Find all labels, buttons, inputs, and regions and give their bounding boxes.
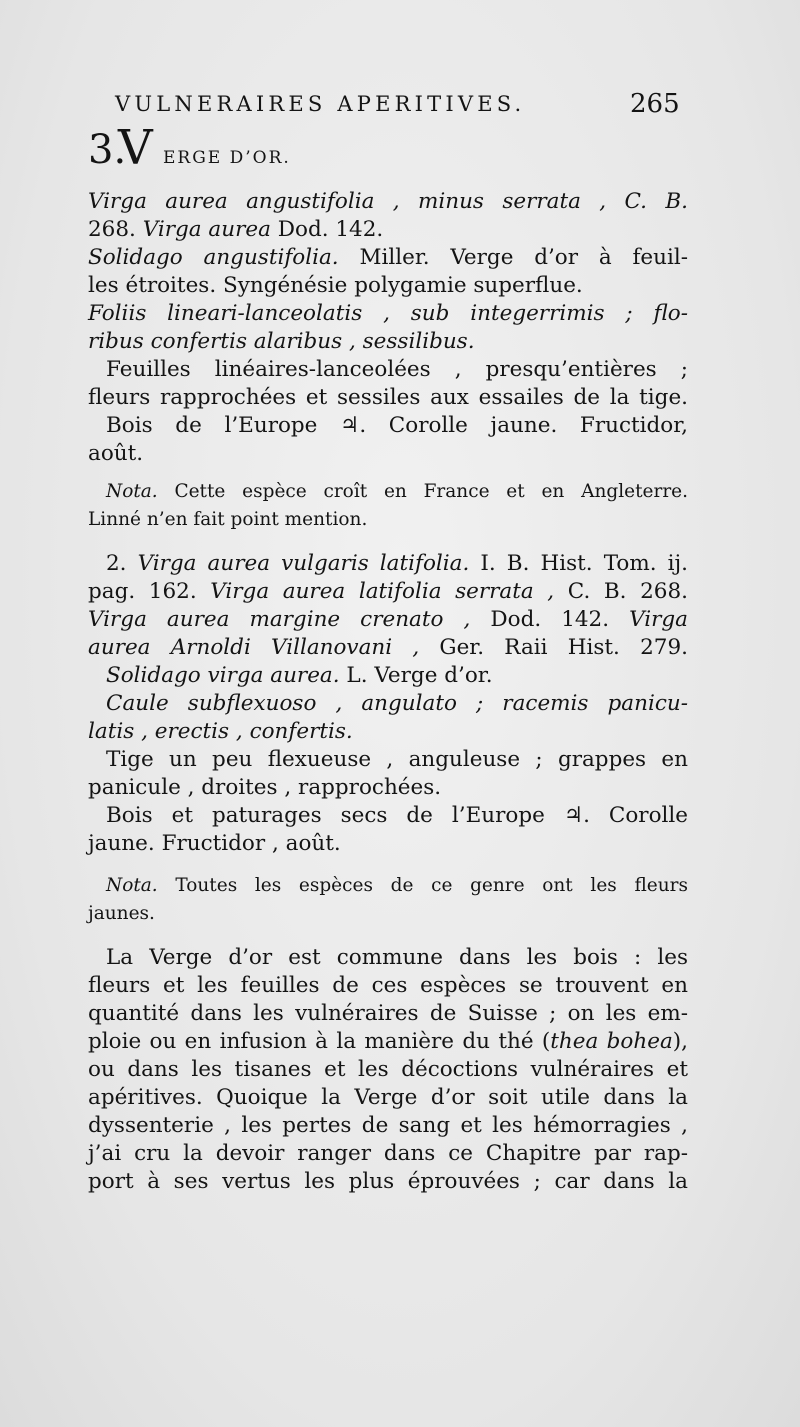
paragraph-line: apéritives. Quoique la Verge d’or soit utile dans la <box>88 1085 688 1110</box>
synonym-line: 2. Virga aurea vulgaris latifolia. I. B. Hist. Tom. ij. <box>106 551 688 576</box>
entry-number: 3. <box>88 127 127 173</box>
synonym-line: Virga aurea angustifolia , minus serrata , C. B. <box>88 189 688 214</box>
paragraph-line: port à ses vertus les plus éprouvées ; car dans la <box>88 1169 688 1194</box>
entry-title: ERGE D’OR. <box>163 148 291 168</box>
latin-diagnosis: Foliis lineari-lanceolatis , sub integerrimis ; flo- <box>88 301 688 326</box>
paragraph-line: dyssenterie , les pertes de sang et les hémorragies , <box>88 1113 688 1138</box>
latin-diagnosis: ribus confertis alaribus , sessilibus. <box>88 329 475 354</box>
french-description: fleurs rapprochées et sessiles aux essailes de la tige. <box>88 385 688 410</box>
synonym-line: 268. Virga aurea Dod. 142. <box>88 217 384 242</box>
synonym-line: Virga aurea margine crenato , Dod. 142. Virga <box>88 607 688 632</box>
paragraph-line: ou dans les tisanes et les décoctions vulnéraires et <box>88 1057 688 1082</box>
synonym-line: aurea Arnoldi Villanovani , Ger. Raii Hist. 279. <box>88 635 688 660</box>
title-initial: V <box>118 120 153 176</box>
page-number: 265 <box>630 89 680 119</box>
habitat-line: Bois et paturages secs de l’Europe ♃. Corolle <box>106 803 688 828</box>
nota-line: Nota. Toutes les espèces de ce genre ont les fleurs <box>106 875 688 896</box>
paragraph-line: j’ai cru la devoir ranger dans ce Chapitre par rap- <box>88 1141 688 1166</box>
habitat-line: août. <box>88 441 144 466</box>
latin-diagnosis: latis , erectis , confertis. <box>88 719 353 744</box>
running-header: VULNERAIRES APERITIVES. <box>115 92 526 116</box>
habitat-line: Bois de l’Europe ♃. Corolle jaune. Fructidor, <box>106 413 688 438</box>
french-description: panicule , droites , rapprochées. <box>88 775 442 800</box>
paragraph-line: quantité dans les vulnéraires de Suisse ; on les em- <box>88 1001 688 1026</box>
synonym-line: Solidago virga aurea. L. Verge d’or. <box>106 663 493 688</box>
paragraph-line: fleurs et les feuilles de ces espèces se trouvent en <box>88 973 688 998</box>
nota-line: Linné n’en fait point mention. <box>88 509 368 530</box>
nota-line: jaunes. <box>88 903 155 924</box>
paragraph-line: La Verge d’or est commune dans les bois : les <box>106 945 688 970</box>
habitat-line: jaune. Fructidor , août. <box>88 831 341 856</box>
latin-diagnosis: Caule subflexuoso , angulato ; racemis panicu- <box>106 691 688 716</box>
synonym-line: Solidago angustifolia. Miller. Verge d’or à feuil- <box>88 245 688 270</box>
synonym-line: pag. 162. Virga aurea latifolia serrata , C. B. 268. <box>88 579 688 604</box>
nota-line: Nota. Cette espèce croît en France et en Angleterre. <box>106 481 688 502</box>
paragraph-line: ploie ou en infusion à la manière du thé (thea bohea), <box>88 1029 689 1054</box>
classification-line: les étroites. Syngénésie polygamie superflue. <box>88 273 583 298</box>
french-description: Feuilles linéaires-lanceolées , presqu’entières ; <box>106 357 688 382</box>
french-description: Tige un peu flexueuse , anguleuse ; grappes en <box>106 747 688 772</box>
